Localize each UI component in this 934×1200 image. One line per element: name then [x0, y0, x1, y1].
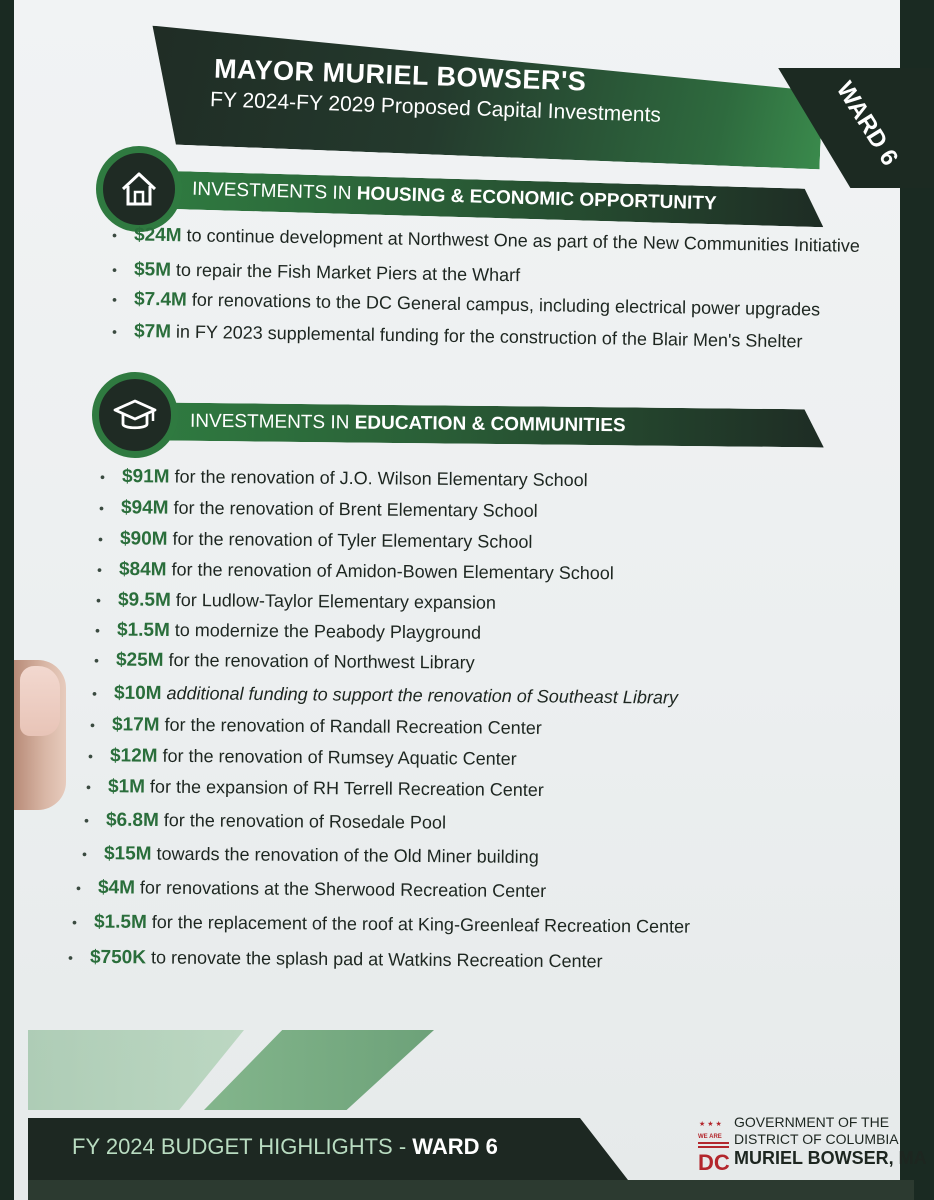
- list-item: • $94M for the renovation of Brent Elementary School: [98, 497, 538, 521]
- list-item: • $750K to renovate the splash pad at Watkins Recreation Center: [67, 946, 603, 972]
- item-text: for renovations at the Sherwood Recreation Center: [134, 877, 547, 902]
- item-amount: $7M: [133, 320, 172, 343]
- item-amount: $15M: [103, 843, 152, 865]
- page-title: MAYOR MURIEL BOWSER'S: [213, 53, 587, 97]
- list-item: • $1M for the expansion of RH Terrell Recreation Center: [85, 776, 544, 800]
- item-amount: $1M: [107, 776, 146, 798]
- item-amount: $5M: [133, 259, 172, 281]
- list-item: • $91M for the renovation of J.O. Wilson Elementary School: [99, 466, 588, 491]
- section-title-bold: HOUSING & ECONOMIC OPPORTUNITY: [356, 183, 717, 215]
- list-item: • $7.4M for renovations to the DC General campus, including electrical power upgrades: [111, 288, 821, 320]
- item-text: to renovate the splash pad at Watkins Recreation Center: [145, 947, 603, 972]
- logo-dc: DC: [698, 1150, 730, 1175]
- item-amount: $1.5M: [116, 619, 170, 641]
- item-text: for the renovation of Randall Recreation Center: [159, 714, 542, 738]
- item-amount: $94M: [120, 497, 169, 519]
- item-text: for the renovation of Amidon-Bowen Elementary School: [166, 559, 614, 584]
- item-text: for the renovation of Northwest Library: [163, 649, 475, 673]
- item-text: for the replacement of the roof at King-Greenleaf Recreation Center: [146, 911, 691, 937]
- footer-highlights-ward: WARD 6: [412, 1134, 498, 1159]
- item-amount: $90M: [119, 528, 168, 550]
- graduation-cap-icon: [111, 393, 159, 437]
- item-text: for the renovation of Rumsey Aquatic Center: [157, 745, 517, 769]
- item-amount: $17M: [111, 714, 160, 736]
- item-text: to continue development at Northwest One as part of the New Communities Initiative: [181, 225, 861, 256]
- list-item: • $24M to continue development at Northwest One as part of the New Communities Initiative: [111, 224, 861, 256]
- section-title-bold: EDUCATION & COMMUNITIES: [354, 412, 626, 437]
- item-amount: $91M: [121, 466, 170, 488]
- item-text: for the renovation of Brent Elementary School: [168, 497, 538, 521]
- ward-tab-label: WARD 6: [830, 77, 904, 171]
- item-amount: $7.4M: [133, 288, 188, 311]
- we-are-dc-logo: [698, 1118, 730, 1175]
- list-item: • $9.5M for Ludlow-Taylor Elementary expansion: [95, 589, 497, 613]
- item-amount: $25M: [115, 649, 164, 671]
- item-amount: $1.5M: [93, 911, 147, 933]
- item-amount: $6.8M: [105, 809, 159, 832]
- footer-bottom-strip: [28, 1180, 914, 1200]
- list-item: • $4M for renovations at the Sherwood Recreation Center: [75, 877, 547, 902]
- item-amount: $12M: [109, 745, 158, 767]
- list-item: • $6.8M for the renovation of Rosedale Pool: [83, 809, 447, 833]
- item-amount: $750K: [89, 946, 147, 969]
- page-subtitle: FY 2024-FY 2029 Proposed Capital Investments: [209, 88, 662, 127]
- section-badge-education: [92, 372, 178, 458]
- gov-line-2: DISTRICT OF COLUMBIA: [734, 1131, 899, 1147]
- list-item: • $10M additional funding to support the renovation of Southeast Library: [91, 682, 678, 708]
- footer-decor-green: [204, 1030, 434, 1110]
- item-text: towards the renovation of the Old Miner building: [151, 843, 539, 867]
- gov-mayor-name: MURIEL BOWSER, MA: [734, 1148, 927, 1168]
- item-text: in FY 2023 supplemental funding for the construction of the Blair Men's Shelter: [170, 321, 803, 352]
- item-text: for the renovation of Rosedale Pool: [158, 810, 447, 833]
- item-text: additional funding to support the renovation of Southeast Library: [161, 683, 678, 708]
- logo-we-are: WE ARE: [698, 1134, 722, 1140]
- list-item: • $17M for the renovation of Randall Recreation Center: [89, 714, 542, 738]
- list-item: • $1.5M for the replacement of the roof at King-Greenleaf Recreation Center: [71, 911, 691, 937]
- section-badge-housing: [96, 146, 182, 232]
- thumbnail-nail: [20, 666, 60, 736]
- list-item: • $7M in FY 2023 supplemental funding for the construction of the Blair Men's Shelter: [111, 320, 803, 352]
- item-text: to modernize the Peabody Playground: [169, 619, 482, 643]
- flyer-page: [14, 0, 927, 1200]
- item-text: for the renovation of Tyler Elementary School: [167, 528, 533, 552]
- house-icon: [117, 167, 161, 211]
- list-item: • $84M for the renovation of Amidon-Bowen Elementary School: [96, 558, 614, 584]
- item-amount: $24M: [133, 224, 182, 247]
- item-text: for renovations to the DC General campus, including electrical power upgrades: [186, 289, 821, 320]
- list-item: • $1.5M to modernize the Peabody Playground: [94, 619, 482, 643]
- item-text: for Ludlow-Taylor Elementary expansion: [170, 589, 497, 613]
- svg-text:★ ★ ★: ★ ★ ★: [699, 1121, 722, 1128]
- gov-line-1: GOVERNMENT OF THE: [734, 1114, 890, 1130]
- item-amount: $10M: [113, 682, 162, 705]
- list-item: • $5M to repair the Fish Market Piers at the Wharf: [111, 259, 521, 286]
- list-item: • $90M for the renovation of Tyler Elementary School: [97, 528, 533, 552]
- footer-highlights-prefix: FY 2024 BUDGET HIGHLIGHTS -: [72, 1134, 413, 1159]
- list-item: • $25M for the renovation of Northwest Library: [93, 649, 475, 673]
- list-item: • $15M towards the renovation of the Old Miner building: [81, 843, 539, 867]
- item-text: for the expansion of RH Terrell Recreation Center: [144, 776, 544, 800]
- section-title-prefix: INVESTMENTS IN: [189, 410, 355, 434]
- item-text: for the renovation of J.O. Wilson Elementary School: [169, 466, 588, 491]
- list-item: • $12M for the renovation of Rumsey Aquatic Center: [87, 745, 517, 769]
- item-amount: $84M: [118, 558, 167, 581]
- section-title-prefix: INVESTMENTS IN: [191, 178, 358, 205]
- item-amount: $9.5M: [117, 589, 171, 611]
- section-title-education: [190, 411, 626, 438]
- thumb: [14, 660, 66, 810]
- footer-highlights: [72, 1134, 498, 1160]
- item-amount: $4M: [97, 877, 136, 899]
- item-text: to repair the Fish Market Piers at the Wharf: [170, 259, 521, 286]
